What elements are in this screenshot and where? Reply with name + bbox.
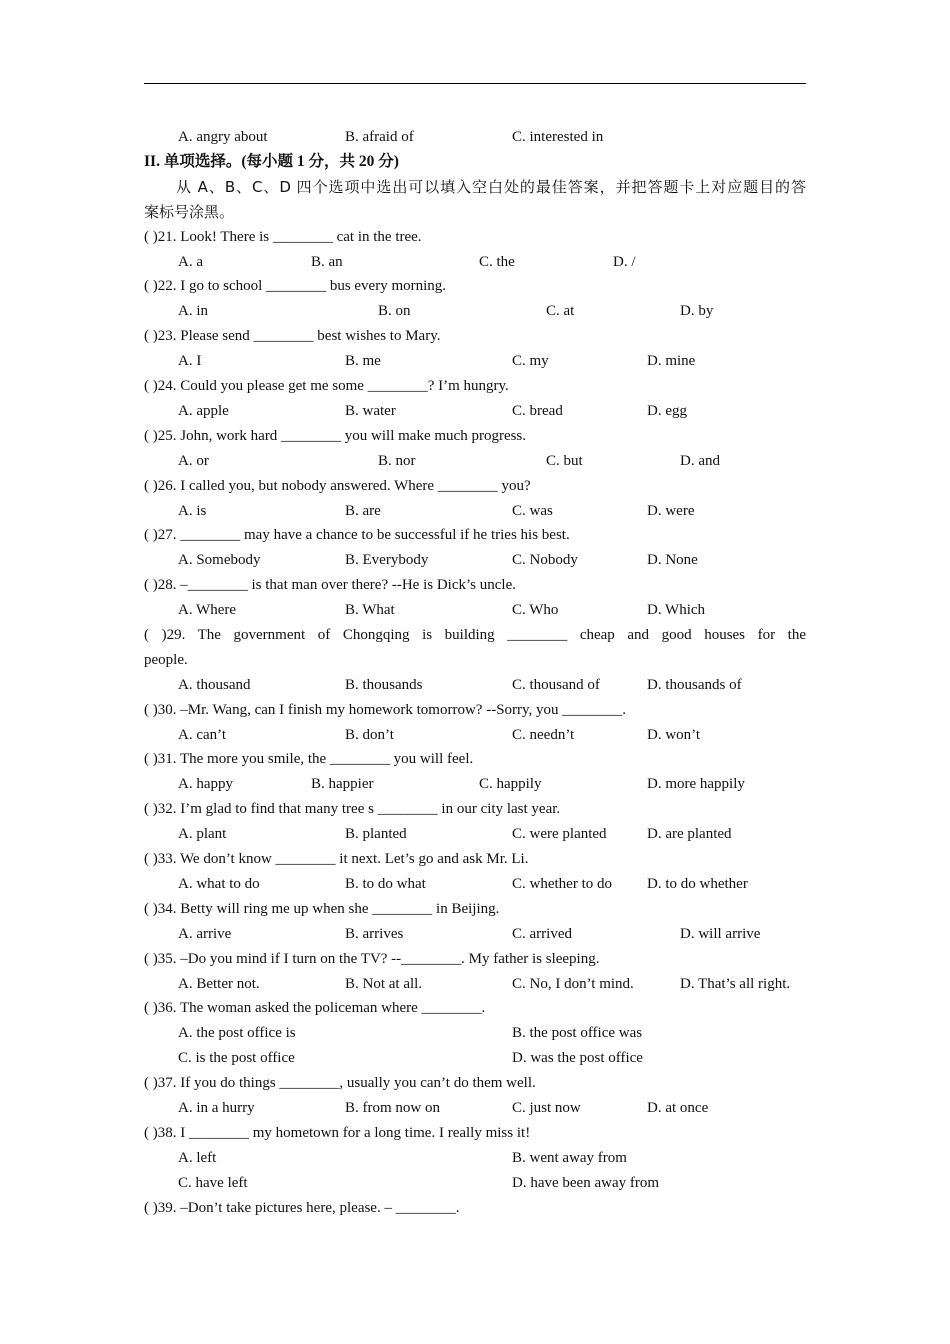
q36-option-a: A. the post office is bbox=[178, 1025, 296, 1041]
q32-option-b: B. planted bbox=[345, 826, 407, 842]
q38-option-d: D. have been away from bbox=[512, 1175, 660, 1191]
q32-option-a: A. plant bbox=[178, 826, 227, 842]
q38-option-a: A. left bbox=[178, 1150, 217, 1166]
question-21-stem: ( )21. Look! There is ________ cat in the tree. bbox=[144, 229, 422, 245]
section-heading: II. 单项选择。(每小题 1 分，共 20 分) bbox=[144, 153, 399, 170]
q34-option-d: D. will arrive bbox=[680, 926, 761, 942]
q22-option-a: A. in bbox=[178, 303, 208, 319]
header-rule bbox=[144, 83, 806, 84]
question-33-stem: ( )33. We don’t know ________ it next. Let’s go and ask Mr. Li. bbox=[144, 851, 529, 867]
q23-option-d: D. mine bbox=[647, 353, 696, 369]
q33-option-c: C. whether to do bbox=[512, 876, 612, 892]
q24-option-b: B. water bbox=[345, 403, 396, 419]
q35-option-b: B. Not at all. bbox=[345, 976, 423, 992]
question-39-stem: ( )39. –Don’t take pictures here, please. – ________. bbox=[144, 1200, 460, 1216]
q24-option-a: A. apple bbox=[178, 403, 229, 419]
q30-option-c: C. needn’t bbox=[512, 727, 575, 743]
question-31-stem: ( )31. The more you smile, the ________ you will feel. bbox=[144, 751, 474, 767]
q35-option-d: D. That’s all right. bbox=[680, 976, 791, 992]
question-30-stem: ( )30. –Mr. Wang, can I finish my homework tomorrow? --Sorry, you ________. bbox=[144, 702, 627, 718]
q34-option-b: B. arrives bbox=[345, 926, 404, 942]
q28-option-d: D. Which bbox=[647, 602, 706, 618]
q38-option-c: C. have left bbox=[178, 1175, 248, 1191]
q21-option-c: C. the bbox=[479, 254, 515, 270]
q32-option-d: D. are planted bbox=[647, 826, 732, 842]
q35-option-a: A. Better not. bbox=[178, 976, 260, 992]
q26-option-b: B. are bbox=[345, 503, 381, 519]
section-instruction-line2: 案标号涂黑。 bbox=[144, 203, 235, 221]
q30-option-d: D. won’t bbox=[647, 727, 701, 743]
question-37-stem: ( )37. If you do things ________, usually you can’t do them well. bbox=[144, 1075, 536, 1091]
q21-option-d: D. / bbox=[613, 254, 636, 270]
question-24-stem: ( )24. Could you please get me some ________? I’m hungry. bbox=[144, 378, 509, 394]
section-instruction-line1: 从 A、B、C、D 四个选项中选出可以填入空白处的最佳答案，并把答题卡上对应题目的答 bbox=[176, 178, 806, 196]
question-29-stem: ( )29. The government of Chongqing is building ________ cheap and good houses for the bbox=[144, 627, 806, 643]
q37-option-d: D. at once bbox=[647, 1100, 709, 1116]
question-25-stem: ( )25. John, work hard ________ you will make much progress. bbox=[144, 428, 527, 444]
q34-option-c: C. arrived bbox=[512, 926, 572, 942]
q33-option-a: A. what to do bbox=[178, 876, 260, 892]
q31-option-d: D. more happily bbox=[647, 776, 745, 792]
q22-option-b: B. on bbox=[378, 303, 411, 319]
q27-option-d: D. None bbox=[647, 552, 698, 568]
question-22-stem: ( )22. I go to school ________ bus every morning. bbox=[144, 278, 447, 294]
question-27-stem: ( )27. ________ may have a chance to be successful if he tries his best. bbox=[144, 527, 570, 543]
question-23-stem: ( )23. Please send ________ best wishes to Mary. bbox=[144, 328, 441, 344]
question-36-stem: ( )36. The woman asked the policeman where ________. bbox=[144, 1000, 486, 1016]
q31-option-b: B. happier bbox=[311, 776, 374, 792]
q35-option-c: C. No, I don’t mind. bbox=[512, 976, 634, 992]
q27-option-b: B. Everybody bbox=[345, 552, 429, 568]
q37-option-b: B. from now on bbox=[345, 1100, 440, 1116]
q30-option-b: B. don’t bbox=[345, 727, 394, 743]
q26-option-c: C. was bbox=[512, 503, 553, 519]
option-a: A. angry about bbox=[178, 129, 268, 145]
option-c: C. interested in bbox=[512, 129, 604, 145]
q27-option-a: A. Somebody bbox=[178, 552, 261, 568]
question-38-stem: ( )38. I ________ my hometown for a long time. I really miss it! bbox=[144, 1125, 531, 1141]
q25-option-a: A. or bbox=[178, 453, 209, 469]
q33-option-b: B. to do what bbox=[345, 876, 426, 892]
question-34-stem: ( )34. Betty will ring me up when she ________ in Beijing. bbox=[144, 901, 500, 917]
q37-option-c: C. just now bbox=[512, 1100, 581, 1116]
q24-option-c: C. bread bbox=[512, 403, 563, 419]
q38-option-b: B. went away from bbox=[512, 1150, 627, 1166]
question-35-stem: ( )35. –Do you mind if I turn on the TV? --________. My father is sleeping. bbox=[144, 951, 600, 967]
q23-option-b: B. me bbox=[345, 353, 381, 369]
q28-option-a: A. Where bbox=[178, 602, 237, 618]
q36-option-b: B. the post office was bbox=[512, 1025, 643, 1041]
q27-option-c: C. Nobody bbox=[512, 552, 578, 568]
q31-option-a: A. happy bbox=[178, 776, 233, 792]
q26-option-a: A. is bbox=[178, 503, 207, 519]
q29-option-a: A. thousand bbox=[178, 677, 251, 693]
q37-option-a: A. in a hurry bbox=[178, 1100, 255, 1116]
q29-option-b: B. thousands bbox=[345, 677, 423, 693]
question-29-stem-cont: people. bbox=[144, 652, 188, 668]
q26-option-d: D. were bbox=[647, 503, 695, 519]
q23-option-a: A. I bbox=[178, 353, 202, 369]
q31-option-c: C. happily bbox=[479, 776, 542, 792]
q32-option-c: C. were planted bbox=[512, 826, 607, 842]
q33-option-d: D. to do whether bbox=[647, 876, 748, 892]
q21-option-b: B. an bbox=[311, 254, 343, 270]
q22-option-d: D. by bbox=[680, 303, 714, 319]
q23-option-c: C. my bbox=[512, 353, 549, 369]
q25-option-c: C. but bbox=[546, 453, 583, 469]
question-28-stem: ( )28. –________ is that man over there? --He is Dick’s uncle. bbox=[144, 577, 516, 593]
q36-option-d: D. was the post office bbox=[512, 1050, 643, 1066]
q25-option-d: D. and bbox=[680, 453, 720, 469]
q29-option-d: D. thousands of bbox=[647, 677, 742, 693]
q25-option-b: B. nor bbox=[378, 453, 416, 469]
q28-option-b: B. What bbox=[345, 602, 395, 618]
q22-option-c: C. at bbox=[546, 303, 575, 319]
q34-option-a: A. arrive bbox=[178, 926, 232, 942]
option-b: B. afraid of bbox=[345, 129, 414, 145]
q30-option-a: A. can’t bbox=[178, 727, 227, 743]
q29-option-c: C. thousand of bbox=[512, 677, 600, 693]
q36-option-c: C. is the post office bbox=[178, 1050, 295, 1066]
question-32-stem: ( )32. I’m glad to find that many tree s ________ in our city last year. bbox=[144, 801, 561, 817]
q21-option-a: A. a bbox=[178, 254, 203, 270]
q28-option-c: C. Who bbox=[512, 602, 559, 618]
question-26-stem: ( )26. I called you, but nobody answered. Where ________ you? bbox=[144, 478, 531, 494]
q24-option-d: D. egg bbox=[647, 403, 687, 419]
